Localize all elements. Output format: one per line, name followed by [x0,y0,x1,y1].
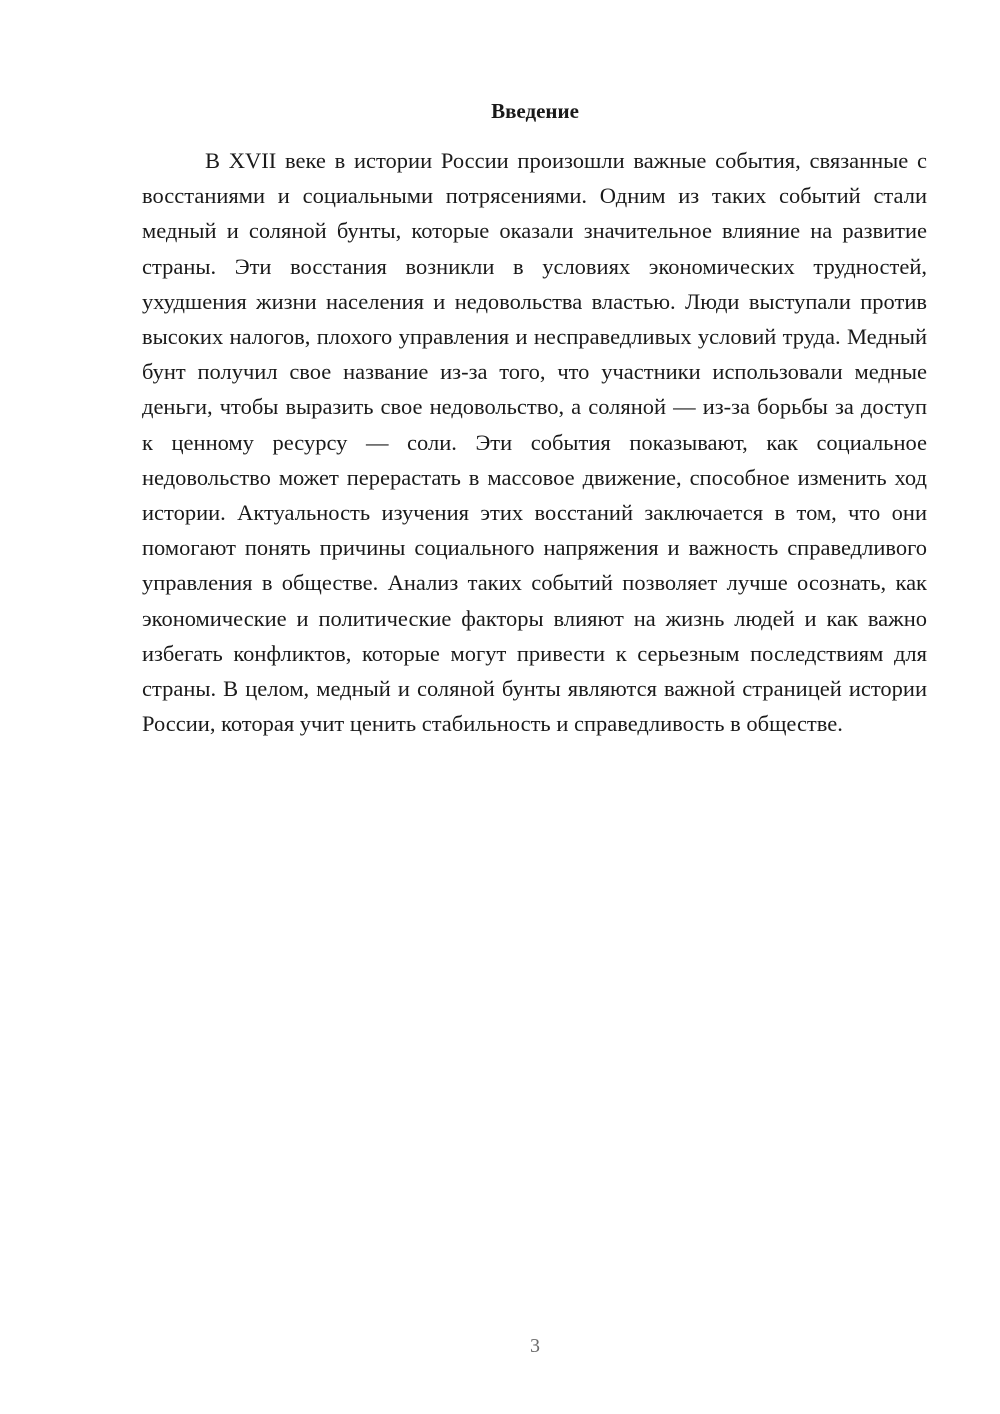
page-number: 3 [530,1335,540,1357]
body-paragraph: В XVII веке в истории России произошли важные события, связанные с восстаниями и социальными потрясениями. Одним из таких событий стали медный и соляной бунты, которые оказали значительное влияние на развитие страны. Эти восстания возникли в условиях экономических трудностей, ухудшения жизни населения и недовольства властью. Люди выступали против высоких налогов, плохого управления и несправедливых условий труда. Медный бунт получил свое название из-за того, что участники использовали медные деньги, чтобы выразить свое недовольство, а соляной — из-за борьбы за доступ к ценному ресурсу — соли. Эти события показывают, как социальное недовольство может перерастать в массовое движение, способное изменить ход истории. Актуальность изучения этих восстаний заключается в том, что они помогают понять причины социального напряжения и важность справедливого управления в обществе. Анализ таких событий позволяет лучше осознать, как экономические и политические факторы влияют на жизнь людей и как важно избегать конфликтов, которые могут привести к серьезным последствиям для страны. В целом, медный и соляной бунты являются важной страницей истории России, которая учит ценить стабильность и справедливость в обществе. [142,148,927,737]
section-title: Введение [491,99,579,123]
